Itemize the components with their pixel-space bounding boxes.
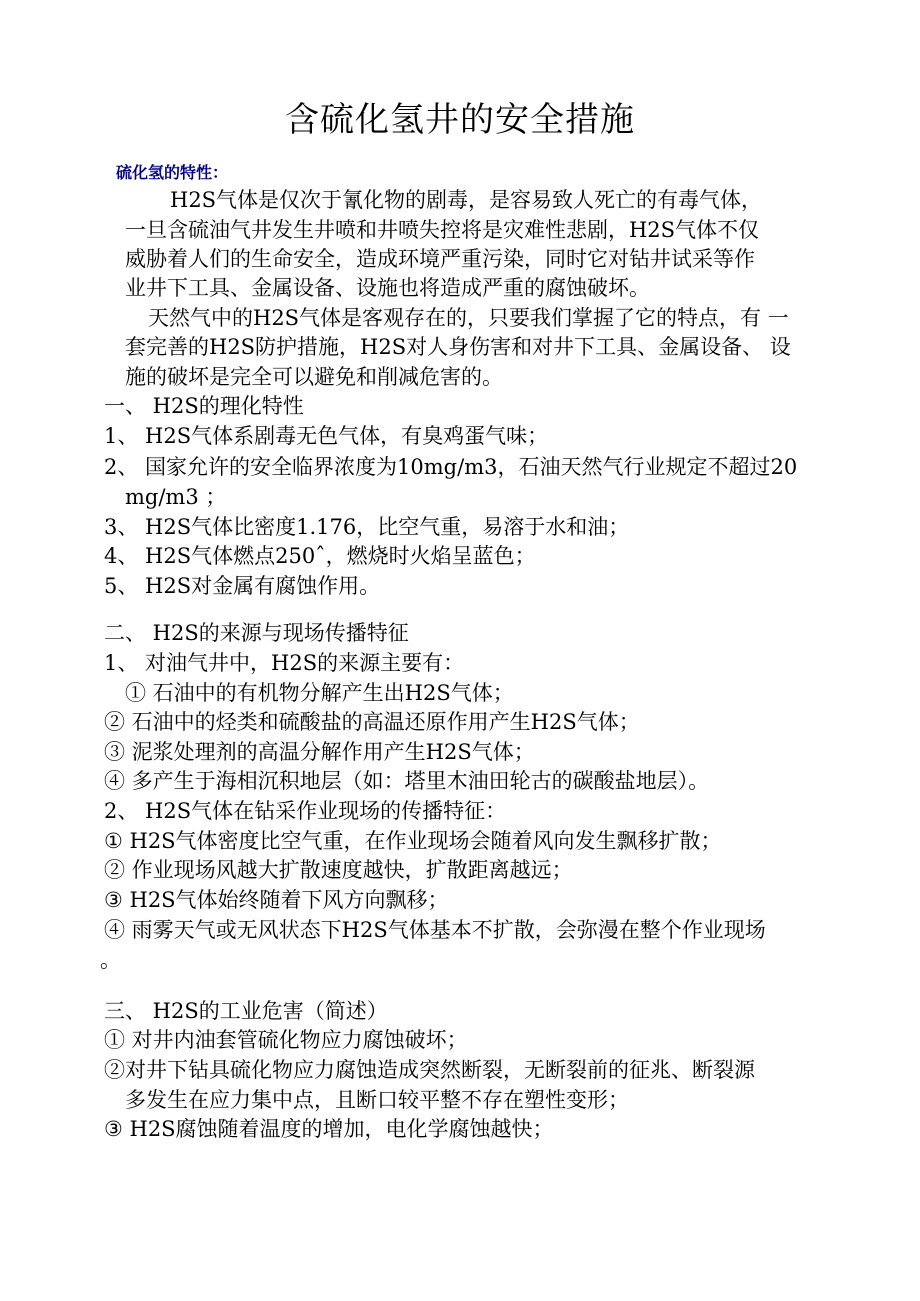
section2-line-3: ② 石油中的烃类和硫酸盐的高温还原作用产生H2S气体；: [104, 710, 640, 734]
section3-heading: 三、 H2S的工业危害（简述）: [104, 999, 388, 1023]
section2-line-7: ① H2S气体密度比空气重，在作业现场会随着风向发生飘移扩散；: [104, 829, 722, 853]
properties-heading: 硫化氢的特性：: [116, 163, 229, 182]
section1-item-1: 1、 H2S气体系剧毒无色气体，有臭鸡蛋气味；: [104, 424, 549, 448]
document-title: 含硫化氢井的安全措施: [285, 100, 635, 140]
section1-item-4: 4、 H2S气体燃点250ˆ，燃烧时火焰呈蓝色；: [104, 544, 536, 568]
section2-line-11: 。: [100, 948, 121, 972]
section3-line-2: ②对井下钻具硫化物应力腐蚀造成突然断裂，无断裂前的征兆、断裂源: [104, 1058, 755, 1082]
intro-para2-line-2: 套完善的H2S防护措施，H2S对人身伤害和对井下工具、金属设备、 设: [125, 335, 791, 359]
section2-line-1: 1、 对油气井中，H2S的来源主要有：: [104, 651, 465, 675]
section1-item-3: 3、 H2S气体比密度1.176，比空气重，易溶于水和油；: [104, 515, 630, 539]
section2-line-5: ④ 多产生于海相沉积地层（如：塔里木油田轮古的碳酸盐地层）。: [104, 769, 710, 793]
intro-para2-line-3: 施的破坏是完全可以避免和削减危害的。: [125, 365, 503, 389]
section2-line-8: ② 作业现场风越大扩散速度越快，扩散距离越远；: [104, 858, 573, 882]
section2-heading: 二、 H2S的来源与现场传播特征: [104, 621, 409, 645]
section2-line-4: ③ 泥浆处理剂的高温分解作用产生H2S气体；: [104, 740, 535, 764]
section2-line-10: ④ 雨雾天气或无风状态下H2S气体基本不扩散，会弥漫在整个作业现场: [104, 918, 766, 942]
section1-heading: 一、 H2S的理化特性: [104, 394, 304, 418]
section1-item-5: 5、 H2S对金属有腐蚀作用。: [104, 574, 381, 598]
intro-para1-line-1: H2S气体是仅次于氰化物的剧毒，是容易致人死亡的有毒气体，: [170, 188, 763, 212]
intro-para1-line-2: 一旦含硫油气井发生井喷和井喷失控将是灾难性悲剧，H2S气体不仅: [125, 218, 760, 242]
section1-item-2: 2、 国家允许的安全临界浓度为10mg/m3，石油天然气行业规定不超过20: [104, 455, 798, 479]
section2-line-9: ③ H2S气体始终随着下风方向飘移；: [104, 888, 449, 912]
section3-line-1: ① 对井内油套管硫化物应力腐蚀破坏；: [104, 1028, 468, 1052]
section3-line-4: ③ H2S腐蚀随着温度的增加，电化学腐蚀越快；: [104, 1117, 554, 1141]
intro-para1-line-4: 业井下工具、金属设备、设施也将造成严重的腐蚀破坏。: [125, 276, 650, 300]
section3-line-3: 多发生在应力集中点，且断口较平整不存在塑性变形；: [125, 1088, 629, 1112]
section2-line-2: ① 石油中的有机物分解产生出H2S气体；: [125, 681, 514, 705]
intro-para2-line-1: 天然气中的H2S气体是客观存在的，只要我们掌握了它的特点，有 一: [148, 306, 789, 330]
intro-para1-line-3: 威胁着人们的生命安全，造成环境严重污染，同时它对钻井试采等作: [125, 247, 755, 271]
section1-item-2-cont: mg/m3 ；: [125, 485, 227, 509]
section2-line-6: 2、 H2S气体在钻采作业现场的传播特征：: [104, 799, 507, 823]
